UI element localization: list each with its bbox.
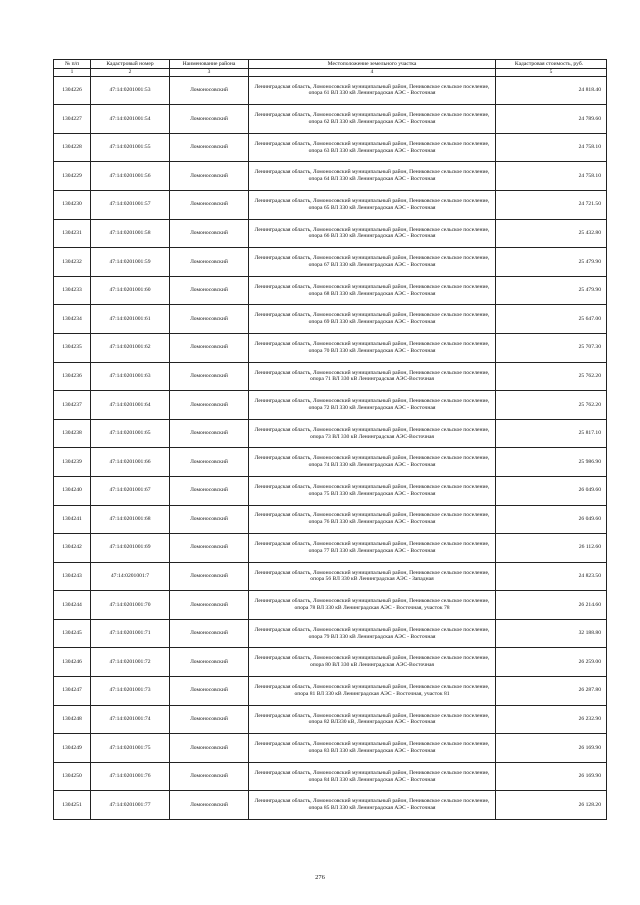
cadastral-value: 25 647.00 xyxy=(496,305,607,334)
row-number: 1304248 xyxy=(54,705,91,734)
district-name: Ломоносовский xyxy=(170,619,249,648)
table-body xyxy=(54,76,607,819)
cadastral-value: 24 823.50 xyxy=(496,562,607,591)
row-number: 1304236 xyxy=(54,362,91,391)
row-number: 1304228 xyxy=(54,133,91,162)
table-row xyxy=(54,534,607,563)
location-text: Ленинградская область, Ломоносовский муниципальный район, Пениковское сельское поселение, опора 84 ВЛ 330 кВ Ленинградская АЭС - Восточная xyxy=(249,762,496,791)
cadastral-number: 47:14:0201001:77 xyxy=(91,791,170,820)
cadastral-number: 47:14:0201001:70 xyxy=(91,591,170,620)
column-number-4: 4 xyxy=(249,69,496,77)
cadastral-number: 47:14:0201001:62 xyxy=(91,333,170,362)
cadastral-number: 47:14:0201001:76 xyxy=(91,762,170,791)
district-name: Ломоносовский xyxy=(170,677,249,706)
cadastral-value: 25 817.10 xyxy=(496,419,607,448)
row-number: 1304247 xyxy=(54,677,91,706)
cadastral-number: 47:14:0201001:53 xyxy=(91,76,170,105)
cadastral-value: 26 128.20 xyxy=(496,791,607,820)
cadastral-number: 47:14:0201001:61 xyxy=(91,305,170,334)
cadastral-number: 47:14:0201001:60 xyxy=(91,276,170,305)
cadastral-value: 26 049.60 xyxy=(496,476,607,505)
cadastral-number: 47:14:0201001:71 xyxy=(91,619,170,648)
row-number: 1304239 xyxy=(54,448,91,477)
column-number-2: 2 xyxy=(91,69,170,77)
district-name: Ломоносовский xyxy=(170,734,249,763)
header-number: № п/п xyxy=(54,60,91,69)
location-text: Ленинградская область, Ломоносовский муниципальный район, Пениковское сельское поселение, опора 63 ВЛ 330 кВ Ленинградская АЭС - Восточная xyxy=(249,133,496,162)
row-number: 1304241 xyxy=(54,505,91,534)
table-row xyxy=(54,190,607,219)
row-number: 1304245 xyxy=(54,619,91,648)
district-name: Ломоносовский xyxy=(170,133,249,162)
location-text: Ленинградская область, Ломоносовский муниципальный район, Пениковское сельское поселение, опора 68 ВЛ 330 кВ Ленинградская АЭС - Восточная xyxy=(249,276,496,305)
cadastral-value: 26 169.90 xyxy=(496,734,607,763)
cadastral-value: 24 721.50 xyxy=(496,190,607,219)
cadastral-value: 26 259.00 xyxy=(496,648,607,677)
table-row xyxy=(54,333,607,362)
table-row xyxy=(54,734,607,763)
header-row xyxy=(54,60,607,69)
row-number: 1304233 xyxy=(54,276,91,305)
table-row xyxy=(54,391,607,420)
row-number: 1304232 xyxy=(54,248,91,277)
row-number: 1304229 xyxy=(54,162,91,191)
cadastral-value: 25 479.90 xyxy=(496,276,607,305)
cadastral-number: 47:14:0201001:73 xyxy=(91,677,170,706)
location-text: Ленинградская область, Ломоносовский муниципальный район, Пениковское сельское поселение, опора 66 ВЛ 330 кВ Ленинградская АЭС - Восточная xyxy=(249,219,496,248)
location-text: Ленинградская область, Ломоносовский муниципальный район, Пениковское сельское поселение, опора 61 ВЛ 330 кВ Ленинградская АЭС - Восточная xyxy=(249,76,496,105)
row-number: 1304249 xyxy=(54,734,91,763)
district-name: Ломоносовский xyxy=(170,391,249,420)
district-name: Ломоносовский xyxy=(170,276,249,305)
district-name: Ломоносовский xyxy=(170,562,249,591)
row-number: 1304246 xyxy=(54,648,91,677)
table-row xyxy=(54,162,607,191)
location-text: Ленинградская область, Ломоносовский муниципальный район, Пениковское сельское поселение, опора 77 ВЛ 330 кВ Ленинградская АЭС - Восточная xyxy=(249,534,496,563)
location-text: Ленинградская область, Ломоносовский муниципальный район, Пениковское сельское поселение, опора 80 ВЛ 330 кВ Ленинградская АЭС-Восточная xyxy=(249,648,496,677)
header-cadastral-value: Кадастровая стоимость, руб. xyxy=(496,60,607,69)
cadastral-value: 25 432.80 xyxy=(496,219,607,248)
location-text: Ленинградская область, Ломоносовский муниципальный район, Пениковское сельское поселение, опора 64 ВЛ 330 кВ Ленинградская АЭС - Восточная xyxy=(249,162,496,191)
row-number: 1304244 xyxy=(54,591,91,620)
row-number: 1304250 xyxy=(54,762,91,791)
location-text: Ленинградская область, Ломоносовский муниципальный район, Пениковское сельское поселение, опора 79 ВЛ 330 кВ Ленинградская АЭС - Восточная xyxy=(249,619,496,648)
row-number: 1304226 xyxy=(54,76,91,105)
cadastral-value: 26 112.60 xyxy=(496,534,607,563)
cadastral-value: 26 287.80 xyxy=(496,677,607,706)
district-name: Ломоносовский xyxy=(170,505,249,534)
district-name: Ломоносовский xyxy=(170,362,249,391)
row-number: 1304227 xyxy=(54,105,91,134)
district-name: Ломоносовский xyxy=(170,333,249,362)
cadastral-number: 47:14:0201001:64 xyxy=(91,391,170,420)
cadastral-number: 47:14:0201001:66 xyxy=(91,448,170,477)
table-row xyxy=(54,591,607,620)
district-name: Ломоносовский xyxy=(170,476,249,505)
cadastral-value: 24 758.10 xyxy=(496,133,607,162)
district-name: Ломоносовский xyxy=(170,305,249,334)
table-row xyxy=(54,362,607,391)
table-row xyxy=(54,133,607,162)
cadastral-value: 26 232.90 xyxy=(496,705,607,734)
column-number-1: 1 xyxy=(54,69,91,77)
location-text: Ленинградская область, Ломоносовский муниципальный район, Пениковское сельское поселение, опора 65 ВЛ 330 кВ Ленинградская АЭС - Восточная xyxy=(249,190,496,219)
location-text: Ленинградская область, Ломоносовский муниципальный район, Пениковское сельское поселение, опора 72 ВЛ 330 кВ Ленинградская АЭС - Восточная xyxy=(249,391,496,420)
cadastral-number: 47:14:0201001:67 xyxy=(91,476,170,505)
district-name: Ломоносовский xyxy=(170,219,249,248)
table-row xyxy=(54,276,607,305)
cadastral-table xyxy=(53,59,607,820)
district-name: Ломоносовский xyxy=(170,248,249,277)
location-text: Ленинградская область, Ломоносовский муниципальный район, Пениковское сельское поселение, опора 76 ВЛ 330 кВ Ленинградская АЭС - Восточная xyxy=(249,505,496,534)
cadastral-number: 47:14:0201001:65 xyxy=(91,419,170,448)
location-text: Ленинградская область, Ломоносовский муниципальный район, Пениковское сельское поселение, опора 73 ВЛ 330 кВ Ленинградская АЭС-Восточная xyxy=(249,419,496,448)
cadastral-number: 47:14:0201001:58 xyxy=(91,219,170,248)
table-row xyxy=(54,305,607,334)
row-number: 1304251 xyxy=(54,791,91,820)
table-row xyxy=(54,619,607,648)
table-row xyxy=(54,505,607,534)
cadastral-number: 47:14:0201001:56 xyxy=(91,162,170,191)
table-row xyxy=(54,648,607,677)
row-number: 1304238 xyxy=(54,419,91,448)
cadastral-value: 25 707.30 xyxy=(496,333,607,362)
table-row xyxy=(54,705,607,734)
district-name: Ломоносовский xyxy=(170,591,249,620)
table-header xyxy=(54,60,607,77)
header-location: Местоположение земельного участка xyxy=(249,60,496,69)
row-number: 1304240 xyxy=(54,476,91,505)
cadastral-value: 24 818.40 xyxy=(496,76,607,105)
cadastral-value: 26 214.60 xyxy=(496,591,607,620)
table-row xyxy=(54,76,607,105)
location-text: Ленинградская область, Ломоносовский муниципальный район, Пениковское сельское поселение, опора 67 ВЛ 330 кВ Ленинградская АЭС - Восточная xyxy=(249,248,496,277)
district-name: Ломоносовский xyxy=(170,648,249,677)
cadastral-number: 47:14:0201001:63 xyxy=(91,362,170,391)
cadastral-number: 47:14:0201001:55 xyxy=(91,133,170,162)
cadastral-value: 25 986.90 xyxy=(496,448,607,477)
table-row xyxy=(54,105,607,134)
cadastral-value: 26 169.90 xyxy=(496,762,607,791)
location-text: Ленинградская область, Ломоносовский муниципальный район, Пениковское сельское поселение, опора 74 ВЛ 330 кВ Ленинградская АЭС - Восточная xyxy=(249,448,496,477)
column-number-row xyxy=(54,69,607,77)
column-number-3: 3 xyxy=(170,69,249,77)
column-number-5: 5 xyxy=(496,69,607,77)
table-row xyxy=(54,762,607,791)
location-text: Ленинградская область, Ломоносовский муниципальный район, Пениковское сельское поселение, опора 83 ВЛ 330 кВ Ленинградская АЭС - Восточная xyxy=(249,734,496,763)
cadastral-number: 47:14:0201001:68 xyxy=(91,505,170,534)
district-name: Ломоносовский xyxy=(170,190,249,219)
location-text: Ленинградская область, Ломоносовский муниципальный район, Пениковское сельское поселение, опора 70 ВЛ 330 кВ Ленинградская АЭС - Восточная xyxy=(249,333,496,362)
cadastral-number: 47:14:0201001:69 xyxy=(91,534,170,563)
cadastral-value: 32 188.80 xyxy=(496,619,607,648)
district-name: Ломоносовский xyxy=(170,534,249,563)
row-number: 1304231 xyxy=(54,219,91,248)
location-text: Ленинградская область, Ломоносовский муниципальный район, Пениковское сельское поселение, опора 75 ВЛ 330 кВ Ленинградская АЭС - Восточная xyxy=(249,476,496,505)
location-text: Ленинградская область, Ломоносовский муниципальный район, Пениковское сельское поселение, опора 81 ВЛ 330 кВ Ленинградская АЭС - Восточная, участок 81 xyxy=(249,677,496,706)
location-text: Ленинградская область, Ломоносовский муниципальный район, Пениковское сельское поселение, опора 71 ВЛ 330 кВ Ленинградская АЭС-Восточная xyxy=(249,362,496,391)
district-name: Ломоносовский xyxy=(170,791,249,820)
cadastral-value: 25 479.90 xyxy=(496,248,607,277)
table-row xyxy=(54,248,607,277)
district-name: Ломоносовский xyxy=(170,448,249,477)
cadastral-value: 25 762.20 xyxy=(496,362,607,391)
row-number: 1304234 xyxy=(54,305,91,334)
header-cadastral-number: Кадастровый номер xyxy=(91,60,170,69)
cadastral-number: 47:14:0201001:74 xyxy=(91,705,170,734)
location-text: Ленинградская область, Ломоносовский муниципальный район, Пениковское сельское поселение, опора 82 ВЛ330 кВ, Ленинградская АЭС - Восточная xyxy=(249,705,496,734)
district-name: Ломоносовский xyxy=(170,162,249,191)
district-name: Ломоносовский xyxy=(170,105,249,134)
location-text: Ленинградская область, Ломоносовский муниципальный район, Пениковское сельское поселение, опора 56 ВЛ 330 кВ Ленинградская АЭС - Западная xyxy=(249,562,496,591)
cadastral-number: 47:14:0201001:59 xyxy=(91,248,170,277)
cadastral-number: 47:14:0201001:57 xyxy=(91,190,170,219)
table-row xyxy=(54,791,607,820)
row-number: 1304243 xyxy=(54,562,91,591)
cadastral-number: 47:14:0201001:54 xyxy=(91,105,170,134)
cadastral-number: 47:14:0201001:75 xyxy=(91,734,170,763)
cadastral-value: 24 758.10 xyxy=(496,162,607,191)
row-number: 1304237 xyxy=(54,391,91,420)
row-number: 1304242 xyxy=(54,534,91,563)
page-number: 276 xyxy=(315,874,325,881)
cadastral-value: 26 049.60 xyxy=(496,505,607,534)
table-row xyxy=(54,448,607,477)
location-text: Ленинградская область, Ломоносовский муниципальный район, Пениковское сельское поселение, опора 85 ВЛ 330 кВ Ленинградская АЭС - Восточная xyxy=(249,791,496,820)
table-row xyxy=(54,419,607,448)
district-name: Ломоносовский xyxy=(170,762,249,791)
district-name: Ломоносовский xyxy=(170,76,249,105)
row-number: 1304230 xyxy=(54,190,91,219)
district-name: Ломоносовский xyxy=(170,419,249,448)
header-district: Наименование района xyxy=(170,60,249,69)
district-name: Ломоносовский xyxy=(170,705,249,734)
table-row xyxy=(54,219,607,248)
table-row xyxy=(54,677,607,706)
cadastral-value: 24 789.60 xyxy=(496,105,607,134)
location-text: Ленинградская область, Ломоносовский муниципальный район, Пениковское сельское поселение, опора 78 ВЛ 330 кВ Ленинградская АЭС - Восточная, участок 78 xyxy=(249,591,496,620)
cadastral-number: 47:14:0201001:7 xyxy=(91,562,170,591)
row-number: 1304235 xyxy=(54,333,91,362)
location-text: Ленинградская область, Ломоносовский муниципальный район, Пениковское сельское поселение, опора 62 ВЛ 330 кВ Ленинградская АЭС - Восточная xyxy=(249,105,496,134)
cadastral-value: 25 762.20 xyxy=(496,391,607,420)
table-row xyxy=(54,476,607,505)
cadastral-number: 47:14:0201001:72 xyxy=(91,648,170,677)
table-row xyxy=(54,562,607,591)
location-text: Ленинградская область, Ломоносовский муниципальный район, Пениковское сельское поселение, опора 69 ВЛ 330 кВ Ленинградская АЭС - Восточная xyxy=(249,305,496,334)
